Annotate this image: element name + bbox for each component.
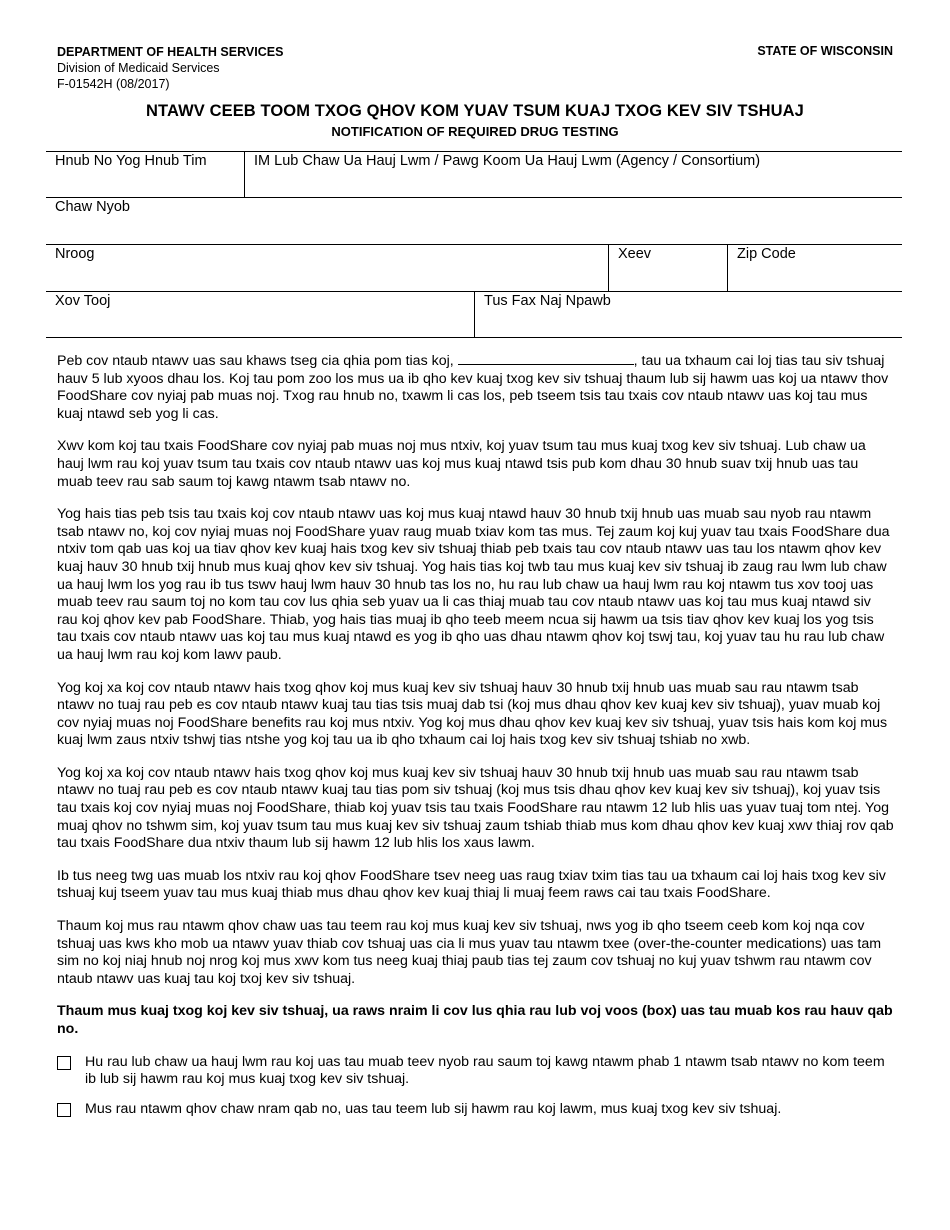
state-field[interactable]: Xeev	[608, 245, 727, 291]
date-field[interactable]: Hnub No Yog Hnub Tim	[55, 153, 207, 169]
form-row-date-agency	[46, 152, 902, 198]
option-1-label: Hu rau lub chaw ua hauj lwm rau koj uas tau muab teev nyob rau saum toj kawg ntawm phab 1 ntawm tsab ntawv no kom teem ib lub sij hawm rau koj mus kuaj txog kev siv tshuaj.	[85, 1053, 885, 1088]
paragraph-4: Yog koj xa koj cov ntaub ntawv hais txog qhov koj mus kuaj kev siv tshuaj hauv 30 hnub txij hnub uas muab sau rau ntawm tsab ntawv no tuaj rau peb es cov ntaub ntawv kuaj tau tias tsis muaj dab tsi (koj mus dhau qhov kev kuaj kev siv tshuaj), yuav muab koj cov nyiaj muas noj FoodShare benefits rau koj mus ntxiv. Yog koj mus dhau qhov kev kuaj kev siv tshuaj, yuav tsis hais kom koj mus kuaj lwm zaus ntxiv tshwj tias ntshe yog koj tau ua ib qho txhaum cai loj hais txog kev siv tshuaj tshiab no xwb.	[57, 679, 888, 749]
agency-field[interactable]: IM Lub Chaw Ua Hauj Lwm / Pawg Koom Ua Hauj Lwm (Agency / Consortium)	[244, 152, 902, 197]
name-blank[interactable]	[458, 352, 634, 365]
form-row-phone-fax	[46, 292, 902, 338]
phone-field[interactable]: Xov Tooj	[55, 293, 111, 309]
option-2-checkbox[interactable]	[57, 1103, 71, 1117]
notice-body	[57, 352, 895, 1130]
instructions-heading: Thaum mus kuaj txog koj kev siv tshuaj, ua raws nraim li cov lus qhia rau lub voj voos (box) uas tau muab kos rau hauv qab no.	[57, 1003, 893, 1037]
page-title: NTAWV CEEB TOOM TXOG QHOV KOM YUAV TSUM KUAJ TXOG KEV SIV TSHUAJ	[146, 102, 804, 120]
paragraph-6: Ib tus neeg twg uas muab los ntxiv rau koj qhov FoodShare tsev neeg uas raug txiav txim tias tau ua txhaum cai loj hais txog kev siv tshuaj kuj tseem yuav tau mus kuaj thiab mus dhau qhov kev kuaj thiaj li muaj feem raws cai tau txais FoodShare.	[57, 867, 886, 902]
address-field[interactable]: Chaw Nyob	[55, 199, 130, 215]
paragraph-7: Thaum koj mus rau ntawm qhov chaw uas tau teem rau koj mus kuaj kev siv tshuaj, nws yog ib qho tseem ceeb kom koj nqa cov tshuaj uas kws kho mob ua ntawv yuav thiab cov tshuaj uas cia li mus yuav tau ntawm txee (over-the-counter medications) uas tam sim no koj niaj hnub noj nrog koj mus xwv kom tus neeg kuaj thiaj paub tias tej zaum cov tshuaj no kuj yuav tshwm rau ntawm cov ntaub ntawv uas kuaj tau koj txoj kev siv tshuaj.	[57, 918, 882, 987]
option-1-checkbox[interactable]	[57, 1056, 71, 1070]
state-name: STATE OF WISCONSIN	[757, 44, 893, 58]
department-name: DEPARTMENT OF HEALTH SERVICES	[57, 45, 284, 59]
form-row-address	[46, 198, 902, 244]
paragraph-5: Yog koj xa koj cov ntaub ntawv hais txog qhov koj mus kuaj kev siv tshuaj hauv 30 hnub txij hnub uas muab sau rau ntawm tsab ntawv no tuaj rau peb es cov ntaub ntawv kuaj tau tias pom siv tshuaj (koj mus tsis dhau qhov kev kuaj kev siv tshuaj), koj yuav tsis tau txais koj cov nyiaj muas noj FoodShare, thiab koj yuav tsis tau txais FoodShare rau ntawm 12 lub hlis uas yuav tuaj tom ntej. Yog muaj qhov no tshwm sim, koj yuav tsum tau mus kuaj kev siv tshuaj zaum tshiab thiab mus kom dhau qhov kev kuaj xwv thiaj rov qab tau txais FoodShare dua ntxiv thaum lub sij hawm 12 lub hlis los xaus lawm.	[57, 764, 894, 852]
option-1	[57, 1054, 895, 1089]
agency-info-form	[46, 151, 902, 338]
paragraph-1: Peb cov ntaub ntawv uas sau khaws tseg cia qhia pom tias koj, , tau ua txhaum cai loj tias tau siv tshuaj hauv 5 lub xyoos dhau los. Koj tau pom zoo los mus ua ib qho kev kuaj txog kev siv tshuaj thaum lub sij hawm uas koj ua ntawv thov FoodShare cov nyiaj pab muas noj. Txog rau hnub no, txawm li cas los, peb tseem tsis tau txais cov ntaub ntawv uas koj tau mus kuaj ntawd seb yog li cas.	[57, 353, 889, 422]
option-2	[57, 1101, 895, 1119]
form-number: F-01542H (08/2017)	[57, 77, 170, 91]
city-field[interactable]: Nroog	[55, 246, 95, 262]
paragraph-2: Xwv kom koj tau txais FoodShare cov nyiaj pab muas noj mus ntxiv, koj yuav tsum tau mus kuaj txog kev siv tshuaj. Lub chaw ua hauj lwm rau koj yuav tsum tau txais cov ntaub ntawv uas koj mus kuaj ntawd tsis pub kom dhau 30 hnub suav txij hnub uas tau muab teev rau sab saum toj kawg ntawm tsab ntawv no.	[57, 438, 866, 490]
zip-field[interactable]: Zip Code	[727, 245, 902, 291]
page-subtitle: NOTIFICATION OF REQUIRED DRUG TESTING	[331, 124, 619, 139]
header-left	[57, 44, 283, 92]
division-name: Division of Medicaid Services	[57, 61, 220, 75]
form-row-city-state-zip	[46, 244, 902, 292]
option-2-label: Mus rau ntawm qhov chaw nram qab no, uas tau teem lub sij hawm rau koj lawm, mus kuaj txog kev siv tshuaj.	[85, 1100, 782, 1117]
fax-field[interactable]: Tus Fax Naj Npawb	[474, 292, 902, 337]
paragraph-3: Yog hais tias peb tsis tau txais koj cov ntaub ntawv uas koj mus kuaj ntawd hauv 30 hnub txij hnub uas muab sau nyob rau ntawm tsab ntawv no, koj cov nyiaj muas noj FoodShare yuav raug muab txiav kom tas mus. Tej zaum koj kuj yuav tau txais FoodShare dua ntxiv tom qab uas koj ua tiav qhov kev kuaj hais txog kev siv tshuaj thiab peb txais tau cov ntaub ntawv uas tau los ntawm qhov kev kuaj hauv 30 hnub txij hnub mus kuaj qhov kev siv tshuaj. Yog hais tias koj twb tau mus kuaj kev siv tshuaj ib zaug rau lwm lub chaw ua hauj lwm los yog rau ib tus tswv hauj lwm hauv 30 hnub tas los no, hu rau lub chaw ua hauj lwm rau koj ntawm tus xov tooj uas muab teev rau saum toj no kom tau cov lus qhia seb yuav ua li cas thiaj muab tau cov ntaub ntawv uas koj tau mus kuaj ntawd siv rau koj qhov kev pab FoodShare. Thiab, yog hais tias muaj ib qho teeb meem ncua sij hawm ua tsis tiav qhov kev kuaj los yog tsis tau txais cov ntaub ntawv uas koj tau mus kuaj ntawd es yog ib qho uas dhau ntawm qhov koj tswj tau, koj yuav tau hu rau lub chaw ua hauj lwm rau koj kom lawv paub.	[57, 506, 890, 663]
